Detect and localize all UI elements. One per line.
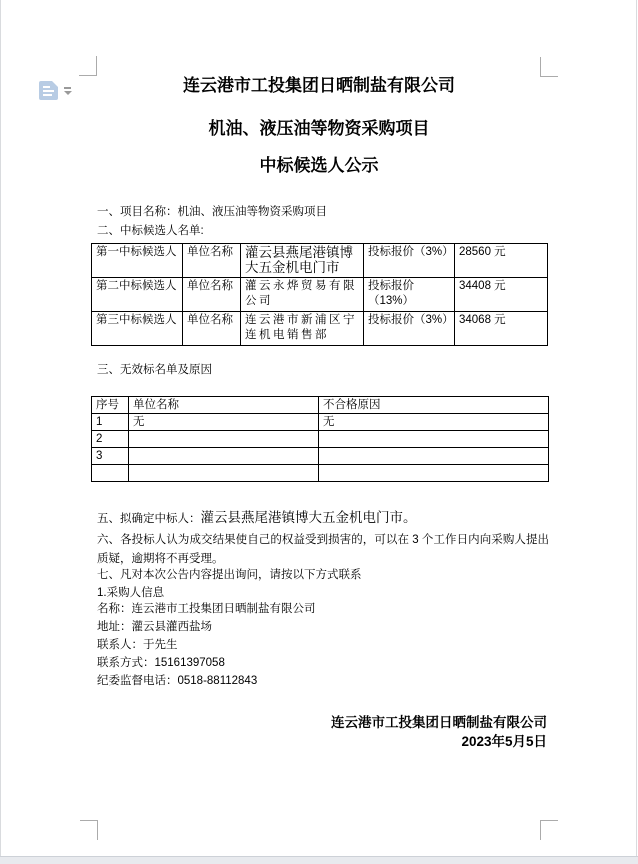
company-cell bbox=[129, 465, 319, 482]
header-reason: 不合格原因 bbox=[319, 397, 549, 414]
seq-cell: 1 bbox=[92, 414, 129, 431]
header-company: 单位名称 bbox=[129, 397, 319, 414]
invalid-bids-table bbox=[91, 396, 549, 482]
seq-cell bbox=[92, 465, 129, 482]
table-row bbox=[92, 414, 549, 431]
paragraph-project-name: 一、项目名称：机油、液压油等物资采购项目 bbox=[97, 206, 327, 218]
price-value-cell: 34068 元 bbox=[455, 312, 548, 346]
buyer-contact-line: 联系人：于先生 bbox=[97, 639, 178, 651]
field-label-cell: 单位名称 bbox=[183, 244, 241, 278]
reason-cell: 无 bbox=[319, 414, 549, 431]
paragraph-winner bbox=[97, 511, 417, 526]
crop-mark-top-left-icon bbox=[79, 56, 97, 76]
price-value-cell: 34408 元 bbox=[455, 278, 548, 312]
paragraph-objection: 六、各投标人认为成交结果使自己的权益受到损害的，可以在 3 个工作日内向采购人提出质疑，逾期将不再受理。 bbox=[97, 534, 549, 565]
signature-date: 2023年5月5日 bbox=[461, 734, 547, 749]
buyer-info-heading: 1.采购人信息 bbox=[97, 587, 165, 599]
reason-cell bbox=[319, 448, 549, 465]
table-row bbox=[92, 431, 549, 448]
price-label-cell: 投标报价（3%） bbox=[364, 244, 455, 278]
company-cell bbox=[129, 448, 319, 465]
document-title-project: 机油、液压油等物资采购项目 bbox=[208, 119, 430, 138]
candidate-rank-cell: 第二中标候选人 bbox=[92, 278, 183, 312]
buyer-address-line: 地址：灌云县灌西盐场 bbox=[97, 621, 212, 633]
table-row bbox=[92, 448, 549, 465]
field-label-cell: 单位名称 bbox=[183, 278, 241, 312]
company-name-cell: 灌云县燕尾港镇博大五金机电门市 bbox=[241, 244, 364, 278]
winner-company-name: 灌云县燕尾港镇博大五金机电门市。 bbox=[200, 510, 417, 525]
signature-company: 连云港市工投集团日晒制盐有限公司 bbox=[331, 715, 547, 730]
section-invalid-heading: 三、无效标名单及原因 bbox=[97, 364, 212, 376]
supervision-phone-line: 纪委监督电话：0518-88112843 bbox=[97, 675, 258, 687]
field-label-cell: 单位名称 bbox=[183, 312, 241, 346]
buyer-phone-line: 联系方式：15161397058 bbox=[97, 657, 225, 669]
crop-mark-bottom-left-icon bbox=[80, 820, 98, 840]
company-cell bbox=[129, 431, 319, 448]
price-label-cell: 投标报价（3%） bbox=[364, 312, 455, 346]
document-title-notice: 中标候选人公示 bbox=[259, 156, 379, 175]
price-value-cell: 28560 元 bbox=[455, 244, 548, 278]
paragraph-inquiry: 七、凡对本次公告内容提出询问，请按以下方式联系 bbox=[97, 569, 362, 581]
candidate-rank-cell: 第三中标候选人 bbox=[92, 312, 183, 346]
winner-prefix: 五、拟确定中标人： bbox=[97, 513, 201, 525]
crop-mark-top-right-icon bbox=[540, 57, 558, 77]
seq-cell: 3 bbox=[92, 448, 129, 465]
company-name-cell: 灌云永烨贸易有限公司 bbox=[241, 278, 364, 312]
reason-cell bbox=[319, 465, 549, 482]
table-row bbox=[92, 465, 549, 482]
document-title-company: 连云港市工投集团日晒制盐有限公司 bbox=[183, 76, 455, 95]
paragraph-candidates-heading: 二、中标候选人名单: bbox=[97, 225, 204, 237]
seq-cell: 2 bbox=[92, 431, 129, 448]
buyer-name-line: 名称：连云港市工投集团日晒制盐有限公司 bbox=[97, 603, 316, 615]
reason-cell bbox=[319, 431, 549, 448]
table-row bbox=[92, 312, 548, 346]
table-row bbox=[92, 278, 548, 312]
candidates-table bbox=[91, 243, 548, 346]
header-seq: 序号 bbox=[92, 397, 129, 414]
table-header-row bbox=[92, 397, 549, 414]
price-label-cell: 投标报价（13%） bbox=[364, 278, 455, 312]
workspace-below-page bbox=[0, 856, 638, 864]
company-name-cell: 连云港市新浦区宁连机电销售部 bbox=[241, 312, 364, 346]
table-row bbox=[92, 244, 548, 278]
crop-mark-bottom-right-icon bbox=[540, 820, 558, 840]
candidate-rank-cell: 第一中标候选人 bbox=[92, 244, 183, 278]
company-cell: 无 bbox=[129, 414, 319, 431]
